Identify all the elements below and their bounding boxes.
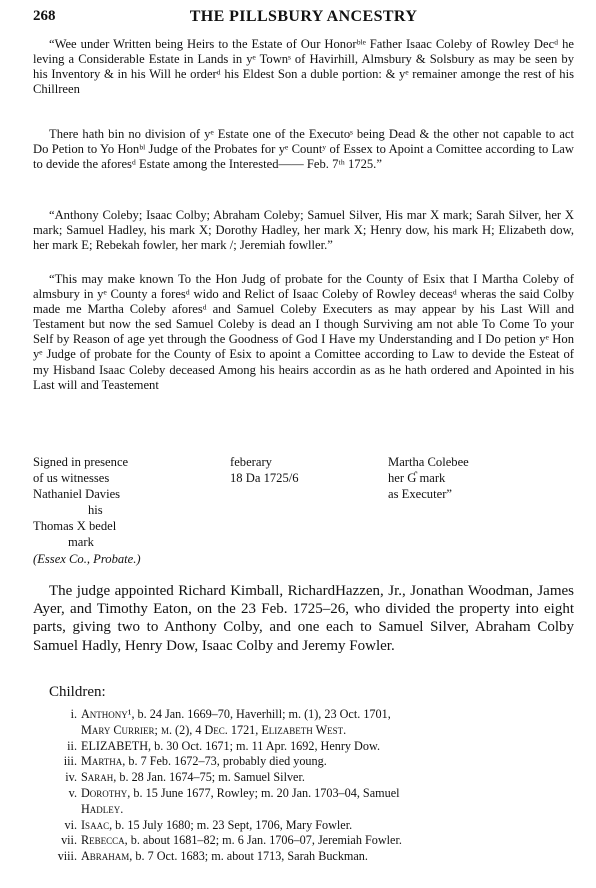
witnesses-line: of us witnesses [33,471,110,485]
child-name: Rebecca, [81,833,128,848]
child-details: b. 30 Oct. 1671; m. 11 Apr. 1692, Henry Dow. [151,738,381,753]
quote-text: There hath bin no division of yᵉ Estate one of the Executoˢ being Dead & the other not capable to act Do Petion to Yo Honᵇˡ Judge of the Probates for yᵉ Countʸ of Essex to Apoint a Comittee according to Law to devide the aforesᵈ Estate among the Interested—— Feb. 7ᵗʰ 1725.” [33,127,574,172]
child-number: vi. [64,817,77,832]
children-list [33,707,578,865]
quote-paragraph [33,37,574,97]
child-details: b. 7 Feb. 1672–73, probably died young. [125,754,327,769]
children-heading: Children: [49,684,106,700]
list-item [33,786,578,818]
quote-paragraph [33,127,574,172]
child-name: Abraham, [81,849,133,864]
child-name: Dorothy, [81,785,131,800]
mark-label: mark [68,535,94,549]
list-item [33,707,578,739]
quote-paragraph [33,208,574,253]
narrative-text: The judge appointed Richard Kimball, RichardHazzen, Jr., Jonathan Woodman, James Ayer, and Timothy Eaton, on the 23 Feb. 1725–26, who divided the property into eight parts, giving two to Anthony Colby, and one each to Samuel Silver, Abraham Colby Samuel Hadly, Henry Dow, Isaac Colby and Jeremy Fowler. [33,583,574,654]
child-details: b. 28 Jan. 1674–75; m. Samuel Silver. [116,770,305,785]
child-number: viii. [57,849,77,864]
list-item [33,818,578,834]
child-number: iv. [65,770,77,785]
signer-name: Martha Colebee [388,455,469,469]
list-item [33,739,578,755]
narrative-paragraph [33,582,574,655]
child-details: b. 24 Jan. 1669–70, Haverhill; m. (1), 23 Oct. 1701, [134,707,391,721]
signed-line: Signed in presence [33,455,129,469]
child-details-continued: Hadley. [81,801,124,816]
witness-name: Nathaniel Davies [33,487,121,501]
quote-text: “This may make known To the Hon Judg of probate for the County of Esix that I Martha Coleby of almsbury in yᵉ County a foresᵈ wido and Relict of Isaac Coleby of Rowley deceasᵈ wheras the said Colby made me Martha Coleby aforesᵈ and Samuel Coleby Executers as may appear by his Last Will and Testament but now the sed Samuel Coleby is dead an I though Surviving am not able To Come To your Self by Reason of age yet through the Goodness of God I Have my Understanding and I Do petion yᵉ Hon yᵉ Judge of probate for the County of Esix to apoint a Comittee according to Law to devide the Esteat of my Hisband Isaac Coleby deceased Among his heairs accordin as as he hath ordered and Apointed in his Last will and Teastement [33,272,574,392]
child-name: Martha, [81,754,126,769]
signer-role: as Executer” [388,487,452,501]
child-details: b. 15 July 1680; m. 23 Sept, 1706, Mary Fowler. [112,817,353,832]
child-number: ii. [67,738,77,753]
running-head: THE PILLSBURY ANCESTRY [189,8,418,25]
child-details: b. about 1681–82; m. 6 Jan. 1706–07, Jeremiah Fowler. [127,833,402,848]
page-header [33,8,574,30]
child-number: iii. [63,754,77,769]
list-item [33,849,578,865]
source-citation: (Essex Co., Probate.) [33,552,141,566]
list-item [33,833,578,849]
child-name: ELIZABETH, [81,738,152,753]
signer-mark: her Ɠ mark [388,471,446,485]
witness-name: Thomas X bedel [33,519,117,533]
child-number: v. [68,785,77,800]
list-item [33,770,578,786]
child-name: Anthony¹, [81,707,135,721]
child-name: Sarah, [81,770,117,785]
quote-paragraph [33,272,574,393]
page-number: 268 [33,8,56,24]
child-details: b. 15 June 1677, Rowley; m. 20 Jan. 1703–04, Samuel [130,785,400,800]
date-line: 18 Da 1725/6 [230,471,299,485]
child-details-continued: Mary Currier; m. (2), 4 Dec. 1721, Elizabeth West. [81,722,347,737]
child-number: i. [70,707,77,721]
quote-text: “Anthony Coleby; Isaac Colby; Abraham Coleby; Samuel Silver, His mar X mark; Sarah Silver, her X mark; Samuel Hadley, his mark X; Dorothy Hadley, her mark X; Henry dow, his mark H; Elizabeth dow, her mark E; Rebekah fowler, her mark /; Jeremiah fowller.” [33,208,574,253]
child-name: Isaac, [81,817,113,832]
quote-text: “Wee under Written being Heirs to the Estate of Our Honorᵇˡᵉ Father Isaac Coleby of Rowley Decᵈ he leving a Considerable Estate in Lands in yᵉ Townˢ of Havirhill, Almsbury & Solsbury as may be seen by his Inventory & in his Will he orderᵈ his Eldest Son a duble portion: & yᵉ remainer amonge the rest of his Chillreen [33,37,574,97]
child-details: b. 7 Oct. 1683; m. about 1713, Sarah Buckman. [132,849,368,864]
list-item [33,754,578,770]
date-line: feberary [230,455,272,469]
child-number: vii. [61,833,77,848]
his-label: his [88,503,103,517]
